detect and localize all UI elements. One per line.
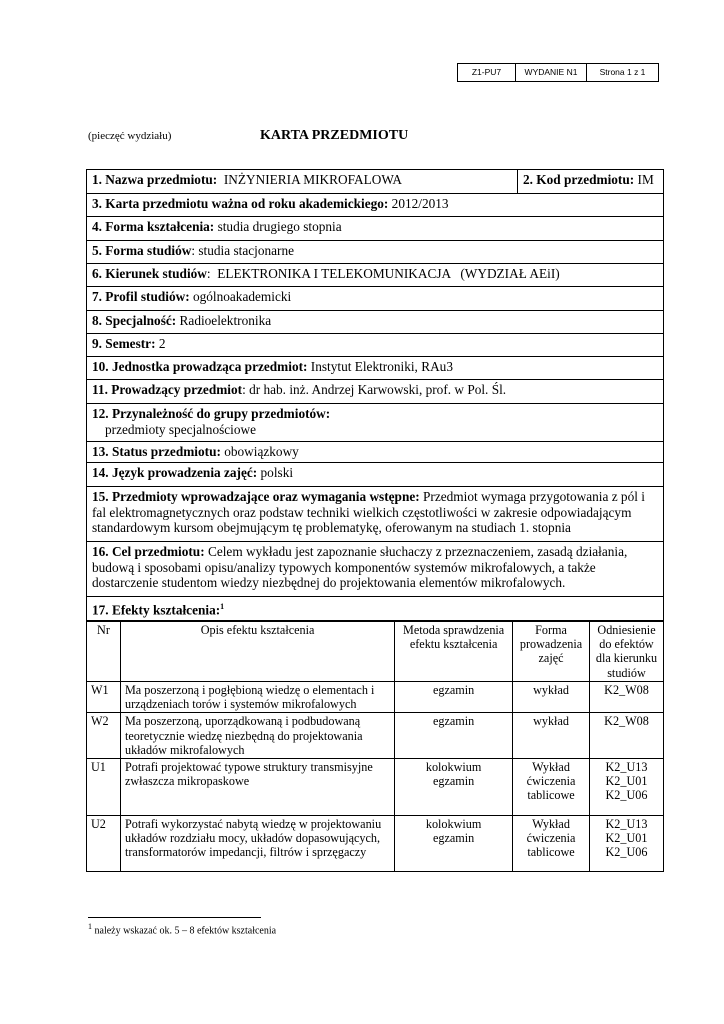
row-field-of-study: 6. Kierunek studiów: ELEKTRONIKA I TELEKOMUNIKACJA (WYDZIAŁ AEiI) <box>86 264 664 287</box>
table-row: U1 Potrafi projektować typowe struktury transmisyjne zwłaszcza mikropaskowe kolokwium egzamin Wykład ćwiczenia tablicowe K2_U13 K2_U01 K2_U06 <box>87 759 664 816</box>
row-lecturer: 11. Prowadzący przedmiot: dr hab. inż. Andrzej Karwowski, prof. w Pol. Śl. <box>86 380 664 404</box>
row-prerequisites: 15. Przedmioty wprowadzające oraz wymagania wstępne: Przedmiot wymaga przygotowania z pól i fal elektromagnetycznych oraz podstaw techniki wielkich częstotliwości w zakresie odpowiadającym standardowym kursom obejmującym tę problematykę, oferowanym na studiach 1. stopnia <box>86 487 664 542</box>
document-code: Z1-PU7 <box>471 67 502 77</box>
course-name-value: INŻYNIERIA MIKROFALOWA <box>223 172 402 187</box>
row-course-status: 13. Status przedmiotu: obowiązkowy <box>86 442 664 463</box>
row-specialization: 8. Specjalność: Radioelektronika <box>86 311 664 334</box>
header-nr: Nr <box>87 622 121 682</box>
header-description: Opis efektu kształcenia <box>120 622 394 682</box>
row-valid-year: 3. Karta przedmiotu ważna od roku akademickiego: 2012/2013 <box>86 194 664 217</box>
footnote-separator <box>88 917 261 918</box>
row-study-profile: 7. Profil studiów: ogólnoakademicki <box>86 287 664 311</box>
table-header-row <box>87 622 664 682</box>
footnote: $^1$ należy wskazać ok. 5 – 8 efektów kształcenia <box>88 922 277 937</box>
header-reference: Odniesienie do efektów dla kierunku studiów <box>590 622 664 682</box>
page-number: Strona 1 z 1 <box>586 64 658 81</box>
course-code-value: IM <box>637 172 654 187</box>
row-course-group: 12. Przynależność do grupy przedmiotów: przedmioty specjalnościowe <box>86 404 664 442</box>
row-course-name <box>86 169 664 194</box>
row-education-form: 4. Forma kształcenia: studia drugiego stopnia <box>86 217 664 241</box>
row-unit: 10. Jednostka prowadząca przedmiot: Instytut Elektroniki, RAu3 <box>86 357 664 380</box>
document-header-box <box>457 63 659 82</box>
page-title: KARTA PRZEDMIOTU <box>260 128 409 143</box>
header-form: Forma prowadzenia zajęć <box>513 622 590 682</box>
learning-outcomes-table <box>86 621 664 872</box>
row-study-form: 5. Forma studiów: studia stacjonarne <box>86 241 664 264</box>
table-row: W2 Ma poszerzoną, uporządkowaną i podbudowaną teoretycznie wiedzę niezbędną do projektowania układów mikrofalowych egzamin wykład K2_W08 <box>87 713 664 759</box>
row-semester: 9. Semestr: 2 <box>86 334 664 357</box>
document-edition: WYDANIE N1 <box>515 64 586 81</box>
header-method: Metoda sprawdzenia efektu kształcenia <box>395 622 513 682</box>
table-row: W1 Ma poszerzoną i pogłębioną wiedzę o elementach i urządzeniach torów i systemów mikrofalowych egzamin wykład K2_W08 <box>87 682 664 713</box>
faculty-stamp-label: (pieczęć wydziału) <box>88 130 172 142</box>
row-language: 14. Język prowadzenia zajęć: polski <box>86 463 664 487</box>
course-name-label: 1. Nazwa przedmiotu: <box>92 172 218 187</box>
table-row: U2 Potrafi wykorzystać nabytą wiedzę w projektowaniu układów rozdziału mocy, układów dopasowujących, transformatorów impedancji, filtrów i sprzęgaczy kolokwium egzamin Wykład ćwiczenia tablicowe K2_U13 K2_U01 K2_U06 <box>87 816 664 872</box>
course-card-form <box>86 169 664 872</box>
row-course-goal: 16. Cel przedmiotu: Celem wykładu jest zapoznanie słuchaczy z przeznaczeniem, zasadą działania, budową i sposobami opisu/analizy typowych komponentów systemów mikrofalowych, a także dostarczenie studentom wiedzy niezbędnej do projektowania elementów mikrofalowych. <box>86 542 664 597</box>
course-code-label: 2. Kod przedmiotu: <box>523 172 635 187</box>
row-learning-outcomes: 17. Efekty kształcenia:$^1$ <box>86 597 664 621</box>
